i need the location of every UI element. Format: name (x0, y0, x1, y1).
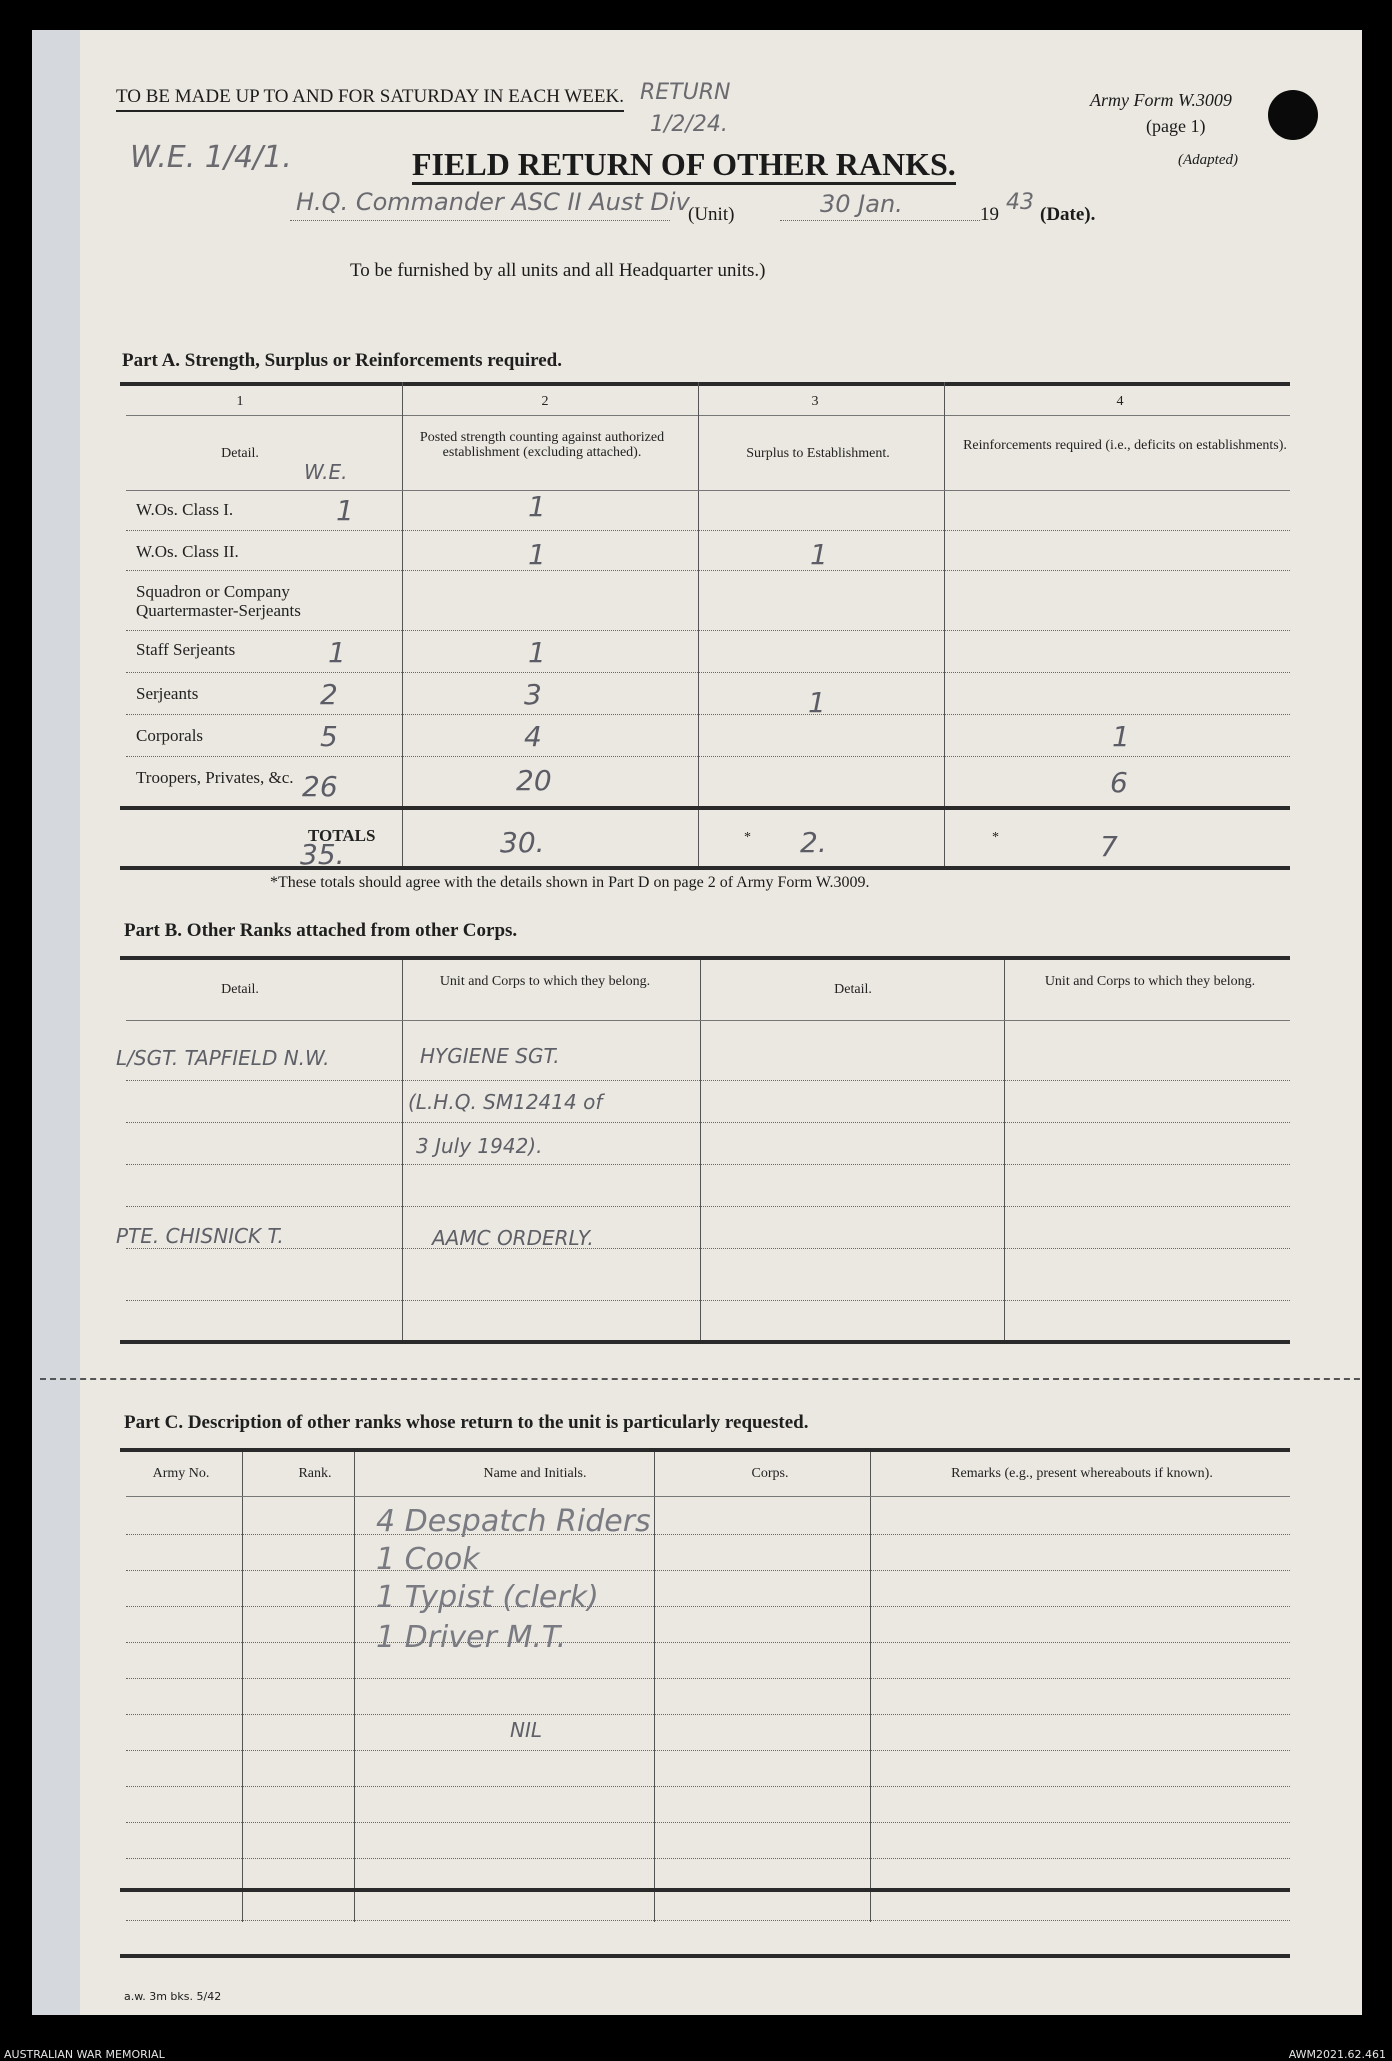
totals-reinf: 7 (1100, 830, 1118, 863)
handwritten-return-date: 1/2/24. (650, 112, 728, 137)
handwritten-unit: H.Q. Commander ASC II Aust Div (296, 188, 690, 216)
part-a-col-posted: Posted strength counting against authorized establishment (excluding attached). (419, 430, 665, 460)
requested-2: 1 Cook (376, 1542, 480, 1577)
part-a-footnote: *These totals should agree with the details shown in Part D on page 2 of Army Form W.3009. (270, 874, 870, 891)
attached-1-detail: L/SGT. TAPFIELD N.W. (116, 1046, 330, 1070)
totals-surplus: 2. (800, 826, 827, 859)
handwritten-year: 43 (1006, 190, 1034, 215)
row-label-serjeants: Serjeants (136, 684, 199, 703)
punch-hole (1268, 90, 1318, 140)
we-serjeants: 2 (320, 678, 338, 711)
part-a-col-1-number: 1 (236, 394, 244, 409)
row-label-corporals: Corporals (136, 726, 204, 745)
part-c-col-army-no: Army No. (152, 1466, 210, 1481)
reinf-corporals: 1 (1112, 720, 1130, 753)
part-a-col-3-number: 3 (811, 394, 819, 409)
page-number: (page 1) (1146, 116, 1206, 136)
backing-strip (32, 30, 80, 2015)
posted-corporals: 4 (524, 720, 542, 753)
surplus-serjeants: 1 (808, 686, 826, 719)
totals-reinf-asterisk: * (992, 830, 999, 845)
part-b-col-detail-1: Detail. (221, 982, 259, 997)
we-troopers: 26 (302, 770, 338, 803)
surplus-wo-class-2: 1 (810, 538, 828, 571)
part-a-col-detail: Detail. (221, 446, 259, 461)
perforation-line (40, 1378, 1362, 1380)
totals-we: 35. (300, 838, 345, 871)
part-c-col-corps: Corps. (751, 1466, 789, 1481)
row-label-cqms: Squadron or Company Quartermaster-Serjeants (136, 582, 301, 620)
we-note: W.E. (304, 460, 348, 484)
handwritten-ref: W.E. 1/4/1. (130, 140, 292, 175)
document-page (32, 30, 1362, 2015)
we-staff-serjeants: 1 (328, 636, 346, 669)
reinf-troopers: 6 (1110, 766, 1128, 799)
part-c-col-rank: Rank. (298, 1466, 332, 1481)
totals-label: TOTALS (308, 826, 376, 845)
part-c-heading: Part C. Description of other ranks whose return to the unit is particularly requested. (124, 1412, 809, 1433)
furnished-note: To be furnished by all units and all Headquarter units.) (350, 260, 766, 281)
part-a-col-surplus: Surplus to Establishment. (746, 446, 890, 461)
part-a-col-reinf: Reinforcements required (i.e., deficits on establishments). (963, 438, 1287, 453)
nil-note: NIL (510, 1718, 543, 1742)
requested-1: 4 Despatch Riders (376, 1504, 651, 1539)
part-b-col-detail-2: Detail. (834, 982, 872, 997)
attached-2-detail: PTE. CHISNICK T. (116, 1224, 284, 1248)
instruction-line: TO BE MADE UP TO AND FOR SATURDAY IN EACH WEEK. (116, 86, 624, 112)
requested-4: 1 Driver M.T. (376, 1620, 567, 1655)
part-b-col-unit-1: Unit and Corps to which they belong. (439, 974, 651, 989)
part-c-col-name: Name and Initials. (483, 1466, 587, 1481)
handwritten-return-note: RETURN (640, 80, 731, 105)
attached-1-unit-line-2: (L.H.Q. SM12414 of (408, 1090, 603, 1114)
requested-3: 1 Typist (clerk) (376, 1580, 599, 1615)
totals-surplus-asterisk: * (744, 830, 751, 845)
archive-id: AWM2021.62.461 (1288, 2048, 1386, 2061)
handwritten-date: 30 Jan. (820, 190, 903, 218)
part-b-col-unit-2: Unit and Corps to which they belong. (1044, 974, 1256, 989)
year-prefix: 19 (980, 204, 999, 225)
we-corporals: 5 (320, 720, 338, 753)
part-a-col-4-number: 4 (1116, 394, 1124, 409)
posted-troopers: 20 (516, 764, 552, 797)
form-sheet (80, 30, 1362, 2015)
posted-wo-class-2: 1 (528, 538, 546, 571)
adapted-note: (Adapted) (1178, 152, 1238, 168)
row-label-wo-class-1: W.Os. Class I. (136, 500, 234, 519)
attached-2-unit: AAMC ORDERLY. (432, 1226, 594, 1250)
form-number: Army Form W.3009 (1090, 90, 1232, 110)
part-a-heading: Part A. Strength, Surplus or Reinforcements required. (122, 350, 562, 371)
totals-posted: 30. (500, 826, 545, 859)
we-wo-class-1: 1 (336, 494, 354, 527)
posted-wo-class-1: 1 (528, 490, 546, 523)
date-label: (Date). (1040, 204, 1096, 225)
row-label-staff-serjeants: Staff Serjeants (136, 640, 236, 659)
posted-staff-serjeants: 1 (528, 636, 546, 669)
part-b-heading: Part B. Other Ranks attached from other Corps. (124, 920, 518, 941)
print-code: a.w. 3m bks. 5/42 (124, 1990, 222, 2003)
form-title: FIELD RETURN OF OTHER RANKS. (412, 146, 956, 185)
row-label-wo-class-2: W.Os. Class II. (136, 542, 239, 561)
unit-label: (Unit) (688, 204, 735, 225)
row-label-troopers: Troopers, Privates, &c. (136, 768, 294, 787)
part-c-col-remarks: Remarks (e.g., present whereabouts if known). (951, 1466, 1213, 1481)
part-a-col-2-number: 2 (541, 394, 549, 409)
attached-1-unit-line-3: 3 July 1942). (416, 1134, 543, 1158)
posted-serjeants: 3 (524, 678, 542, 711)
attached-1-unit-line-1: HYGIENE SGT. (420, 1044, 560, 1068)
archive-credit: AUSTRALIAN WAR MEMORIAL (4, 2048, 165, 2061)
